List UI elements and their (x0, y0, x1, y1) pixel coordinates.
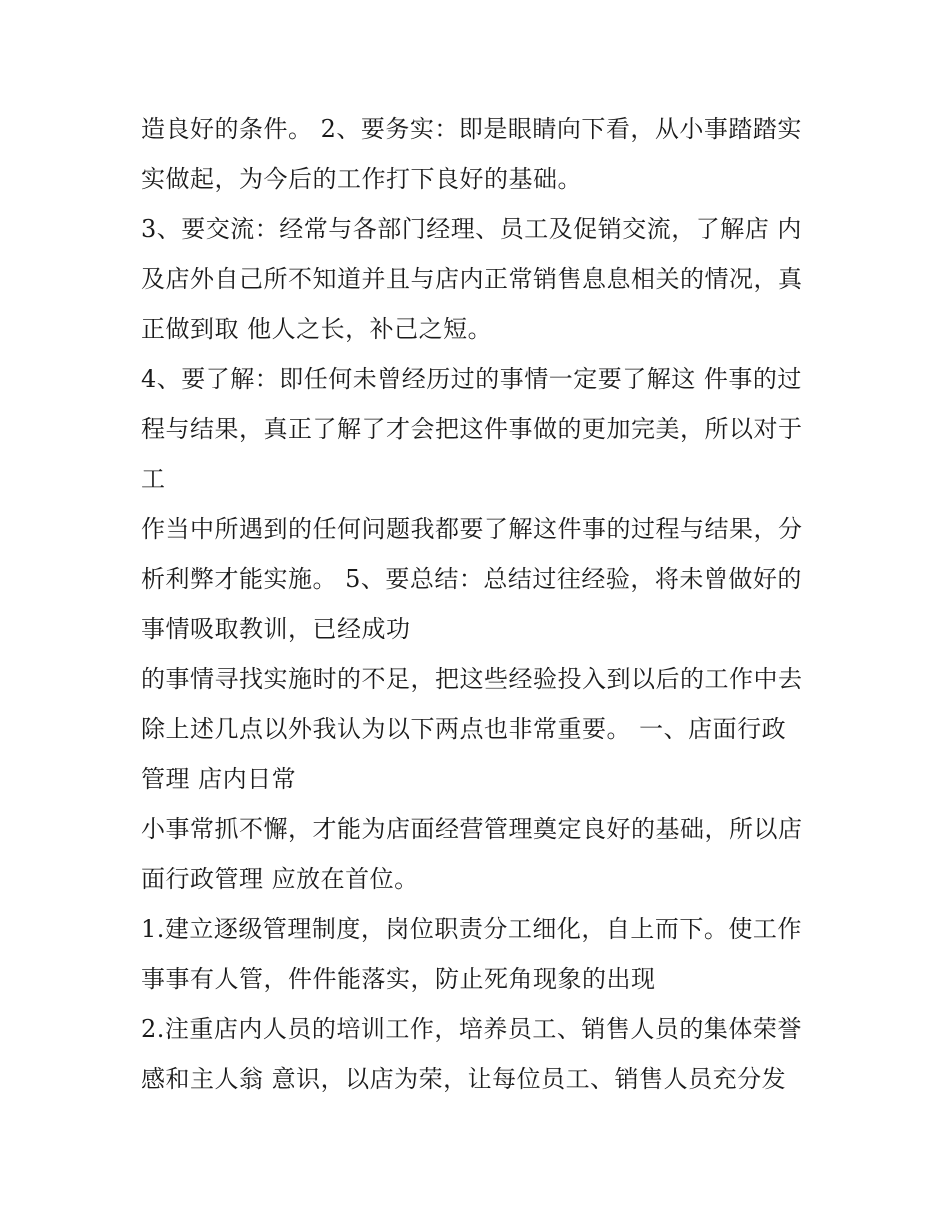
text-line: 工 (141, 465, 166, 493)
text-line: 析利弊才能实施。 5、要总结：总结过往经验，将未曾做好的 (141, 565, 802, 593)
text-line: 4、要了解：即任何未曾经历过的事情一定要了解这 件事的过 (141, 365, 802, 393)
text-line: 管理 店内日常 (141, 765, 297, 793)
text-line: 造良好的条件。 2、要务实：即是眼睛向下看，从小事踏踏实 (141, 115, 802, 143)
body-text (141, 104, 831, 1104)
text-line: 3、要交流：经常与各部门经理、员工及促销交流，了解店 内 (141, 215, 802, 243)
text-line: 及店外自己所不知道并且与店内正常销售息息相关的情况，真 (141, 265, 803, 293)
text-line: 面行政管理 应放在首位。 (141, 865, 419, 893)
text-line: 事事有人管，件件能落实，防止死角现象的出现 (141, 965, 656, 993)
text-line: 程与结果，真正了解了才会把这件事做的更加完美，所以对于 (141, 415, 803, 443)
text-line: 的事情寻找实施时的不足，把这些经验投入到以后的工作中去 (141, 665, 803, 693)
text-line: 除上述几点以外我认为以下两点也非常重要。 一、店面行政 (141, 715, 787, 743)
text-line: 事情吸取教训，已经成功 (141, 615, 411, 643)
text-line: 作当中所遇到的任何问题我都要了解这件事的过程与结果，分 (141, 515, 803, 543)
text-line: 1.建立逐级管理制度，岗位职责分工细化，自上而下。使工作 (141, 915, 802, 943)
text-line: 感和主人翁 意识，以店为荣，让每位员工、销售人员充分发 (141, 1065, 787, 1093)
text-line: 实做起，为今后的工作打下良好的基础。 (141, 165, 582, 193)
text-line: 正做到取 他人之长，补己之短。 (141, 315, 493, 343)
text-line: 小事常抓不懈，才能为店面经营管理奠定良好的基础，所以店 (141, 815, 803, 843)
text-line: 2.注重店内人员的培训工作，培养员工、销售人员的集体荣誉 (141, 1015, 802, 1043)
